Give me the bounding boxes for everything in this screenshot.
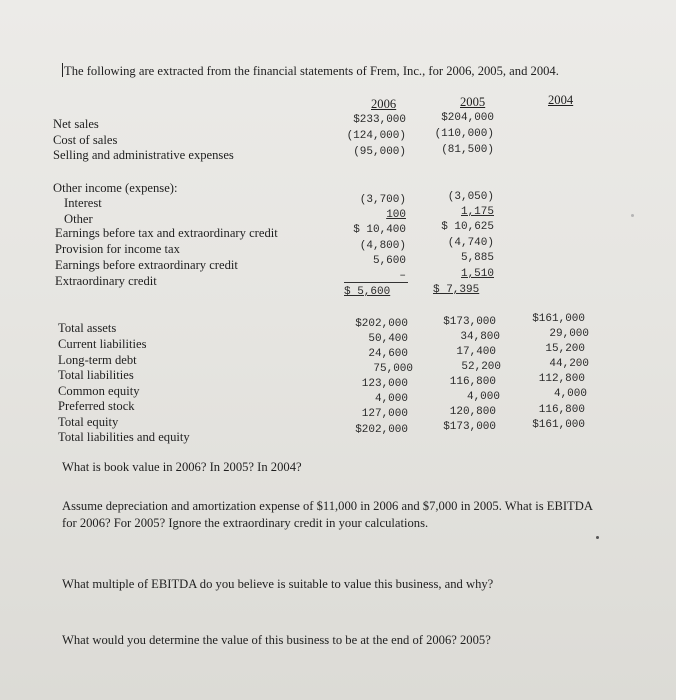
- selling-admin-2005: (81,500): [441, 144, 494, 156]
- label-current-liabilities: Current liabilities: [58, 337, 147, 351]
- bal-2005-total-liab-equity: $173,000: [443, 421, 496, 433]
- label-provision-tax: Provision for income tax: [55, 242, 180, 256]
- final-2005: $ 7,395: [433, 284, 480, 296]
- extra-2005: 1,510: [460, 268, 494, 280]
- question-ebitda-multiple: What multiple of EBITDA do you believe is suitable to value this business, and why?: [62, 577, 494, 591]
- label-total-liabilities: Total liabilities: [58, 368, 134, 382]
- year-header-2005: 2005: [460, 95, 486, 109]
- bal-2006-common-equity: 123,000: [361, 378, 408, 390]
- bal-2005-common-equity: 116,800: [449, 376, 496, 388]
- bal-2004-total-equity: 116,800: [538, 404, 585, 416]
- label-total-assets: Total assets: [58, 321, 117, 335]
- bal-2005-current-liabilities: 34,800: [460, 331, 500, 343]
- bal-2005-total-equity: 120,800: [449, 406, 496, 418]
- intro-text: The following are extracted from the financial statements of Frem, Inc., for 2006, 2005, and 2004.: [64, 64, 559, 78]
- bal-2004-long-term-debt: 15,200: [545, 343, 585, 355]
- label-extraordinary-credit: Extraordinary credit: [55, 274, 157, 288]
- bal-2006-total-liab-equity: $202,000: [355, 424, 408, 436]
- label-earnings-before-extra: Earnings before extraordinary credit: [55, 258, 238, 272]
- label-earnings-before-tax: Earnings before tax and extraordinary credit: [55, 226, 278, 240]
- text-cursor: [62, 63, 63, 77]
- provision-2006: (4,800): [359, 240, 406, 252]
- interest-2005: (3,050): [447, 191, 494, 203]
- bal-2004-current-liabilities: 29,000: [549, 328, 589, 340]
- ebt-2005: $ 10,625: [441, 221, 494, 233]
- label-interest: Interest: [64, 196, 102, 210]
- label-preferred-stock: Preferred stock: [58, 399, 135, 413]
- ebe-2005: 5,885: [460, 252, 494, 264]
- provision-2005: (4,740): [447, 237, 494, 249]
- bal-2006-preferred-stock: 4,000: [374, 393, 408, 405]
- bal-2006-total-assets: $202,000: [355, 318, 408, 330]
- selling-admin-2006: (95,000): [353, 146, 406, 158]
- bal-2005-long-term-debt: 17,400: [456, 346, 496, 358]
- ebt-2006: $ 10,400: [353, 224, 406, 236]
- label-other: Other: [64, 212, 93, 226]
- final-2006: $ 5,600: [344, 286, 391, 298]
- interest-2006: (3,700): [359, 194, 406, 206]
- bal-2004-total-assets: $161,000: [532, 313, 585, 325]
- other-2006: 100: [386, 209, 406, 221]
- bal-2006-total-equity: 127,000: [361, 408, 408, 420]
- net-sales-2006: $233,000: [353, 114, 406, 126]
- other-income-heading: Other income (expense):: [53, 181, 178, 195]
- label-net-sales: Net sales: [53, 117, 99, 131]
- stray-mark: [631, 214, 634, 217]
- bal-2005-total-assets: $173,000: [443, 316, 496, 328]
- bal-2006-current-liabilities: 50,400: [368, 333, 408, 345]
- label-total-liab-equity: Total liabilities and equity: [58, 430, 190, 444]
- label-long-term-debt: Long-term debt: [58, 353, 137, 367]
- bal-2004-common-equity: 112,800: [538, 373, 585, 385]
- bal-2006-long-term-debt: 24,600: [368, 348, 408, 360]
- year-header-2004: 2004: [548, 93, 574, 107]
- bal-2005-preferred-stock: 4,000: [466, 391, 500, 403]
- bal-2005-total-liabilities: 52,200: [461, 361, 501, 373]
- rule-2006: [344, 282, 408, 283]
- question-book-value: What is book value in 2006? In 2005? In 2004?: [62, 460, 302, 474]
- other-2005: 1,175: [460, 206, 494, 218]
- question-ebitda-line1: Assume depreciation and amortization expense of $11,000 in 2006 and $7,000 in 2005. What is EBITDA: [62, 499, 593, 513]
- net-sales-2005: $204,000: [441, 112, 494, 124]
- question-ebitda-line2: for 2006? For 2005? Ignore the extraordinary credit in your calculations.: [62, 516, 429, 530]
- question-business-value: What would you determine the value of this business to be at the end of 2006? 2005?: [62, 633, 491, 647]
- bal-2004-preferred-stock: 4,000: [553, 388, 587, 400]
- bal-2004-total-liabilities: 44,200: [549, 358, 589, 370]
- cost-of-sales-2005: (110,000): [434, 128, 494, 140]
- label-selling-admin: Selling and administrative expenses: [53, 148, 234, 162]
- label-common-equity: Common equity: [58, 384, 140, 398]
- extra-2006: –: [399, 270, 406, 282]
- cost-of-sales-2006: (124,000): [346, 130, 406, 142]
- ebe-2006: 5,600: [372, 255, 406, 267]
- bal-2004-total-liab-equity: $161,000: [532, 419, 585, 431]
- label-total-equity: Total equity: [58, 415, 119, 429]
- label-cost-of-sales: Cost of sales: [53, 133, 118, 147]
- year-header-2006: 2006: [371, 97, 397, 111]
- stray-mark: [596, 536, 599, 539]
- bal-2006-total-liabilities: 75,000: [373, 363, 413, 375]
